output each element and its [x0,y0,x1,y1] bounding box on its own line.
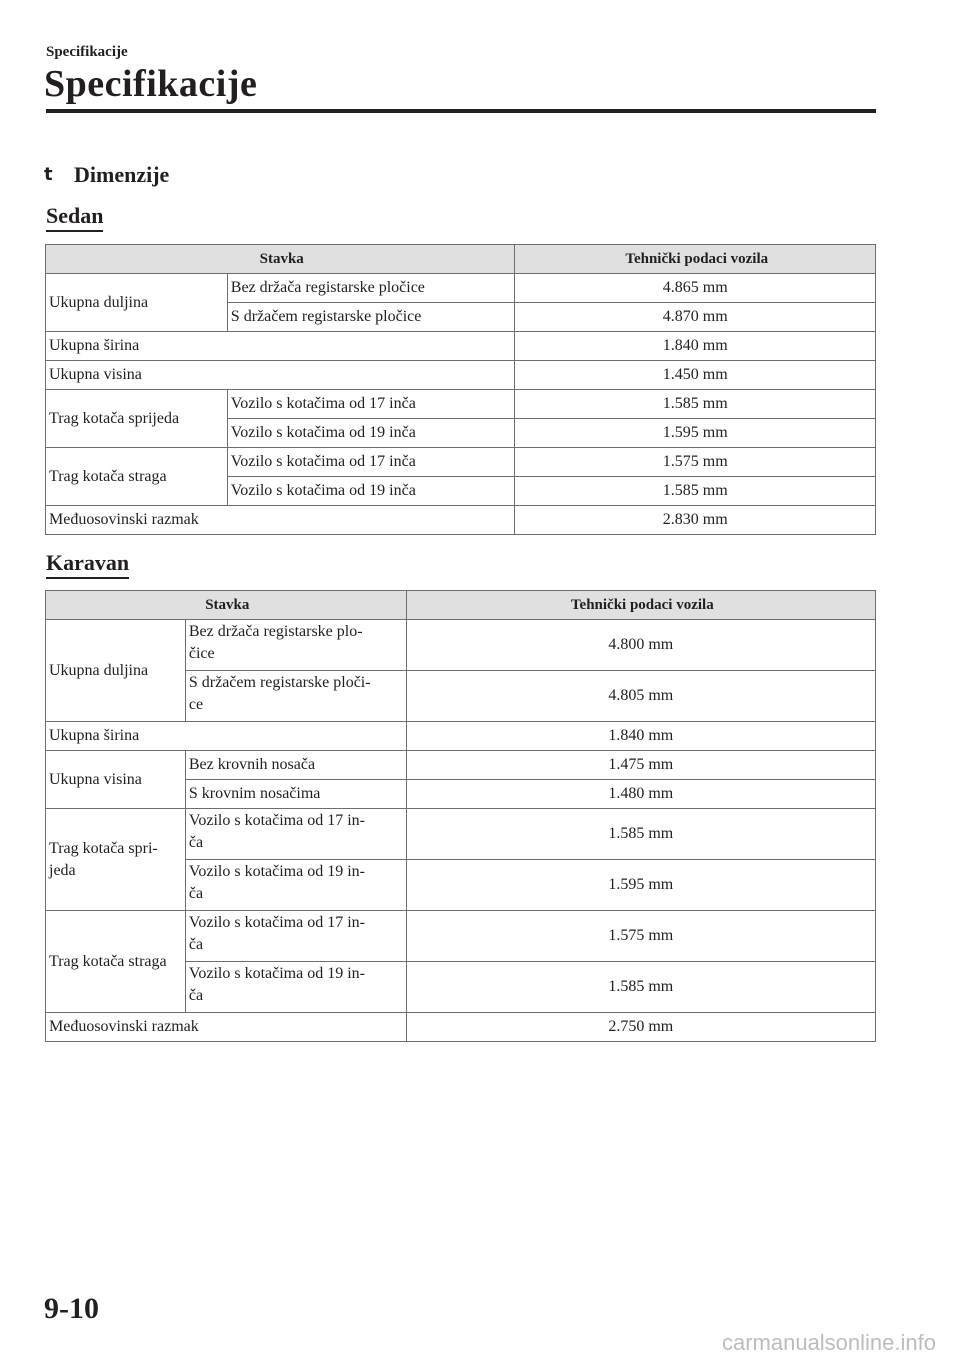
row-value: 1.595 mm [515,419,876,448]
sublabel-line: čice [188,645,215,662]
table-row [46,722,876,751]
row-value: 4.865 mm [515,274,876,303]
row-label: Trag kotača sprijeda [46,390,228,448]
row-label: Ukupna visina [46,751,186,809]
row-value: 1.450 mm [515,361,876,390]
row-label: Ukupna visina [46,361,515,390]
row-label: Ukupna širina [46,332,515,361]
row-sublabel [185,809,406,860]
table-row [46,911,876,962]
row-label: Međuosovinski razmak [46,1013,407,1042]
sublabel-line: ce [188,696,204,713]
label-line: Trag kotača spri- [49,839,158,857]
row-sublabel: Vozilo s kotačima od 19 inča [227,477,515,506]
page-title: Specifikacije [44,63,258,105]
row-sublabel [185,620,406,671]
row-value: 1.585 mm [515,390,876,419]
sedan-spec-table [45,244,876,535]
row-value: 1.575 mm [515,448,876,477]
sublabel-line: Vozilo s kotačima od 17 in- [188,914,365,931]
row-sublabel: S krovnim nosačima [185,780,406,809]
row-label: Međuosovinski razmak [46,506,515,535]
watermark: carmanualsonline.info [721,1330,936,1355]
row-value: 1.585 mm [406,809,875,860]
row-value: 1.840 mm [515,332,876,361]
header-divider [46,109,876,113]
table-row [46,332,876,361]
sublabel-line: Vozilo s kotačima od 17 in- [188,812,365,829]
table-row [46,506,876,535]
column-header-spec: Tehnički podaci vozila [406,591,875,620]
column-header-item: Stavka [46,591,407,620]
row-sublabel [185,671,406,722]
row-sublabel: Vozilo s kotačima od 17 inča [227,448,515,477]
table-row [46,361,876,390]
sublabel-line: ča [188,936,204,953]
table-row [46,274,876,303]
section-bullet-icon: t [44,164,53,185]
table-row [46,1013,876,1042]
table-row [46,390,876,419]
row-label: Ukupna duljina [46,620,186,722]
table-row [46,620,876,671]
table-row [46,751,876,780]
row-sublabel: Vozilo s kotačima od 19 inča [227,419,515,448]
row-value: 1.575 mm [406,911,875,962]
row-sublabel: Vozilo s kotačima od 17 inča [227,390,515,419]
row-sublabel: Bez krovnih nosača [185,751,406,780]
row-value: 4.870 mm [515,303,876,332]
row-label: Trag kotača straga [46,448,228,506]
karavan-spec-table [45,590,876,1042]
column-header-spec: Tehnički podaci vozila [515,245,876,274]
row-sublabel [185,962,406,1013]
row-value: 1.480 mm [406,780,875,809]
row-label [46,809,186,911]
row-sublabel: S držačem registarske pločice [227,303,515,332]
sublabel-line: Vozilo s kotačima od 19 in- [188,965,365,982]
page-number: 9-10 [44,1292,99,1325]
row-value: 4.805 mm [406,671,875,722]
sublabel-line: S držačem registarske ploči- [188,674,371,691]
row-value: 1.595 mm [406,860,875,911]
row-label: Ukupna duljina [46,274,228,332]
row-value: 1.585 mm [406,962,875,1013]
table-row [46,448,876,477]
sublabel-line: ča [188,885,204,902]
row-label: Trag kotača straga [46,911,186,1013]
sublabel-line: Vozilo s kotačima od 19 in- [188,863,365,880]
column-header-item: Stavka [46,245,515,274]
row-value: 2.750 mm [406,1013,875,1042]
running-header: Specifikacije [46,44,128,60]
row-value: 1.840 mm [406,722,875,751]
sublabel-line: Bez držača registarske plo- [188,623,363,640]
row-label: Ukupna širina [46,722,407,751]
row-sublabel [185,911,406,962]
row-sublabel [185,860,406,911]
table-row [46,809,876,860]
table-header-row [46,245,876,274]
sublabel-line: ča [188,987,204,1004]
table-header-row [46,591,876,620]
row-value: 2.830 mm [515,506,876,535]
row-sublabel: Bez držača registarske pločice [227,274,515,303]
row-value: 1.585 mm [515,477,876,506]
row-value: 4.800 mm [406,620,875,671]
row-value: 1.475 mm [406,751,875,780]
section-title: Dimenzije [74,162,170,187]
sublabel-line: ča [188,834,204,851]
sedan-heading: Sedan [46,204,103,232]
karavan-heading: Karavan [46,551,129,579]
label-line: jeda [49,861,76,879]
